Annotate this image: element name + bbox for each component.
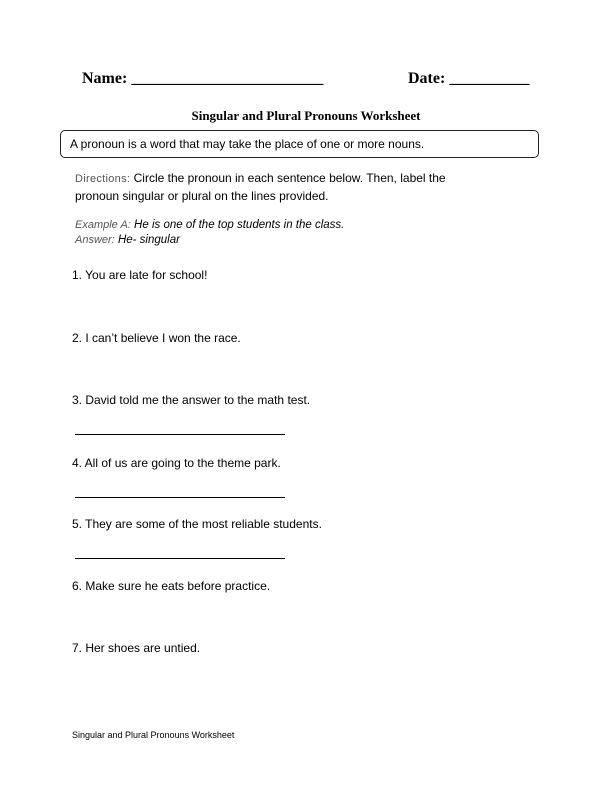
question-5: 5. They are some of the most reliable students. <box>72 517 322 531</box>
question-2: 2. I can’t believe I won the race. <box>72 331 241 345</box>
directions-label: Directions: <box>75 173 131 185</box>
name-field-label: Name: ________________________ <box>82 70 324 87</box>
example-text: He is one of the top students in the class. <box>134 219 345 231</box>
footer: Singular and Plural Pronouns Worksheet <box>72 730 235 740</box>
date-field-label: Date: __________ <box>408 70 530 87</box>
question-4: 4. All of us are going to the theme park. <box>72 456 281 470</box>
definition-box <box>60 130 539 158</box>
directions-line-2: pronoun singular or plural on the lines provided. <box>75 189 329 203</box>
answer-label: Answer: <box>75 234 115 246</box>
definition-text: A pronoun is a word that may take the place of one or more nouns. <box>70 137 425 151</box>
question-7: 7. Her shoes are untied. <box>72 641 201 655</box>
question-3: 3. David told me the answer to the math test. <box>72 393 311 407</box>
directions <box>75 170 495 205</box>
header <box>0 70 612 92</box>
answer-line-3[interactable] <box>75 434 285 435</box>
question-6: 6. Make sure he eats before practice. <box>72 579 271 593</box>
answer-line-4[interactable] <box>75 497 285 498</box>
example <box>75 218 344 248</box>
worksheet-title: Singular and Plural Pronouns Worksheet <box>191 108 421 123</box>
directions-line-1: Circle the pronoun in each sentence below. Then, label the <box>133 171 446 185</box>
example-label: Example A: <box>75 219 131 231</box>
question-1: 1. You are late for school! <box>72 268 208 282</box>
answer-text: He- singular <box>117 234 180 246</box>
answer-line-5[interactable] <box>75 558 285 559</box>
